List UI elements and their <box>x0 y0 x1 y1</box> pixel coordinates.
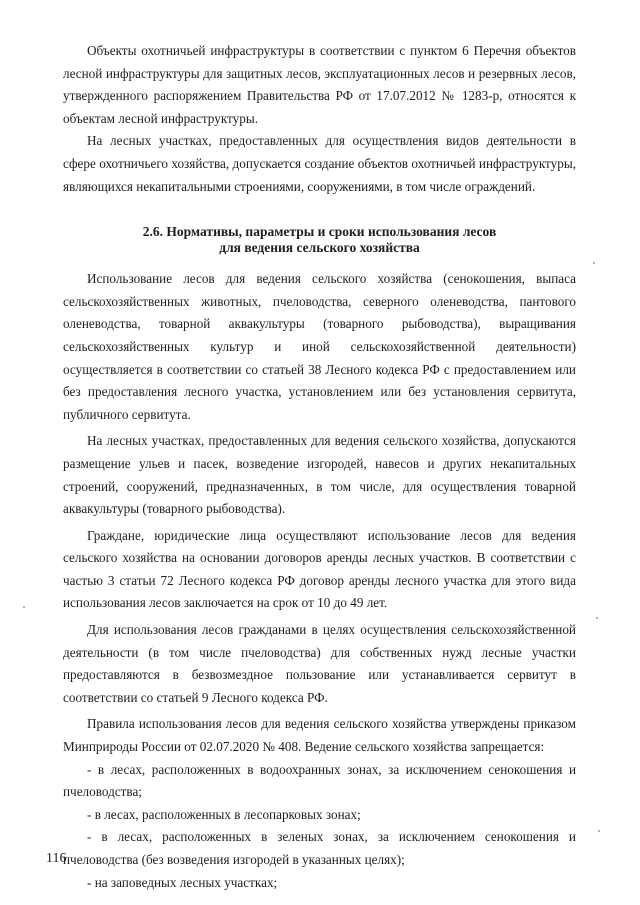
section-heading-line-2: для ведения сельского хозяйства <box>219 240 420 256</box>
section-heading-line-1: 2.6. Нормативы, параметры и сроки использования лесов <box>142 224 497 240</box>
paragraph-hunting-infrastructure: Объекты охотничьей инфраструктуры в соответствии с пунктом 6 Перечня объектов лесной инфраструктуры для защитных лесов, эксплуатационных лесов и резервных лесов, утвержденного распоряжением Правительства РФ от 17.07.2012 № 1283-р, относятся к объектам лесной инфраструктуры. <box>63 43 576 126</box>
scan-speck <box>596 617 598 619</box>
paragraph-allowed-structures: На лесных участках, предоставленных для ведения сельского хозяйства, допускаются размещение ульев и пасек, возведение изгородей, навесов и других некапитальных строений, сооружений, предназначенных, в том числе, для осуществления товарной аквакультуры (товарного рыбоводства). <box>63 433 576 517</box>
list-item: - на заповедных лесных участках; <box>87 874 278 890</box>
list-item: - в лесах, расположенных в зеленых зонах, за исключением сенокошения и пчеловодства (без возведения изгородей в указанных целях); <box>63 829 576 867</box>
list-item: - в лесах, расположенных в водоохранных зонах, за исключением сенокошения и пчеловодства; <box>63 761 576 800</box>
page-content <box>63 40 576 894</box>
scan-speck <box>23 606 25 608</box>
page-number: 116 <box>46 851 67 866</box>
paragraph-free-use: Для использования лесов гражданами в целях осуществления сельскохозяйственной деятельности (в том числе пчеловодства) для собственных нужд лесные участки предоставляются в безвозмездное пользование или устанавливается сервитут в соответствии со статьей 9 Лесного кодекса РФ. <box>63 622 576 705</box>
scan-speck <box>598 830 600 832</box>
paragraph-rules: Правила использования лесов для ведения сельского хозяйства утверждены приказом Минприроды России от 02.07.2020 № 408. Ведение сельского хозяйства запрещается: <box>63 716 576 755</box>
paragraph-lease-terms: Граждане, юридические лица осуществляют использование лесов для ведения сельского хозяйства на основании договоров аренды лесных участков. В соответствии с частью 3 статьи 72 Лесного кодекса РФ договор аренды лесного участка для этого вида использования лесов заключается на срок от 10 до 49 лет. <box>63 527 576 611</box>
paragraph-hunting-plots: На лесных участках, предоставленных для осуществления видов деятельности в сфере охотничьего хозяйства, допускается создание объектов охотничьей инфраструктуры, являющихся некапитальными строениями, сооружениями, в том числе ограждений. <box>63 133 576 194</box>
list-item: - в лесах, расположенных в лесопарковых зонах; <box>87 806 361 822</box>
scan-speck <box>593 262 595 264</box>
paragraph-forest-use: Использование лесов для ведения сельского хозяйства (сенокошения, выпаса сельскохозяйственных животных, пчеловодства, северного оленеводства, пантового оленеводства, товарной аквакультуры (товарного рыбоводства), выращивания сельскохозяйственных культур и иной сельскохозяйственной деятельности) осуществляется в соответствии со статьей 38 Лесного кодекса РФ с предоставлением или без предоставления лесного участка, установлением или без установления сервитута, публичного сервитута. <box>63 271 576 422</box>
section-heading <box>63 224 576 256</box>
